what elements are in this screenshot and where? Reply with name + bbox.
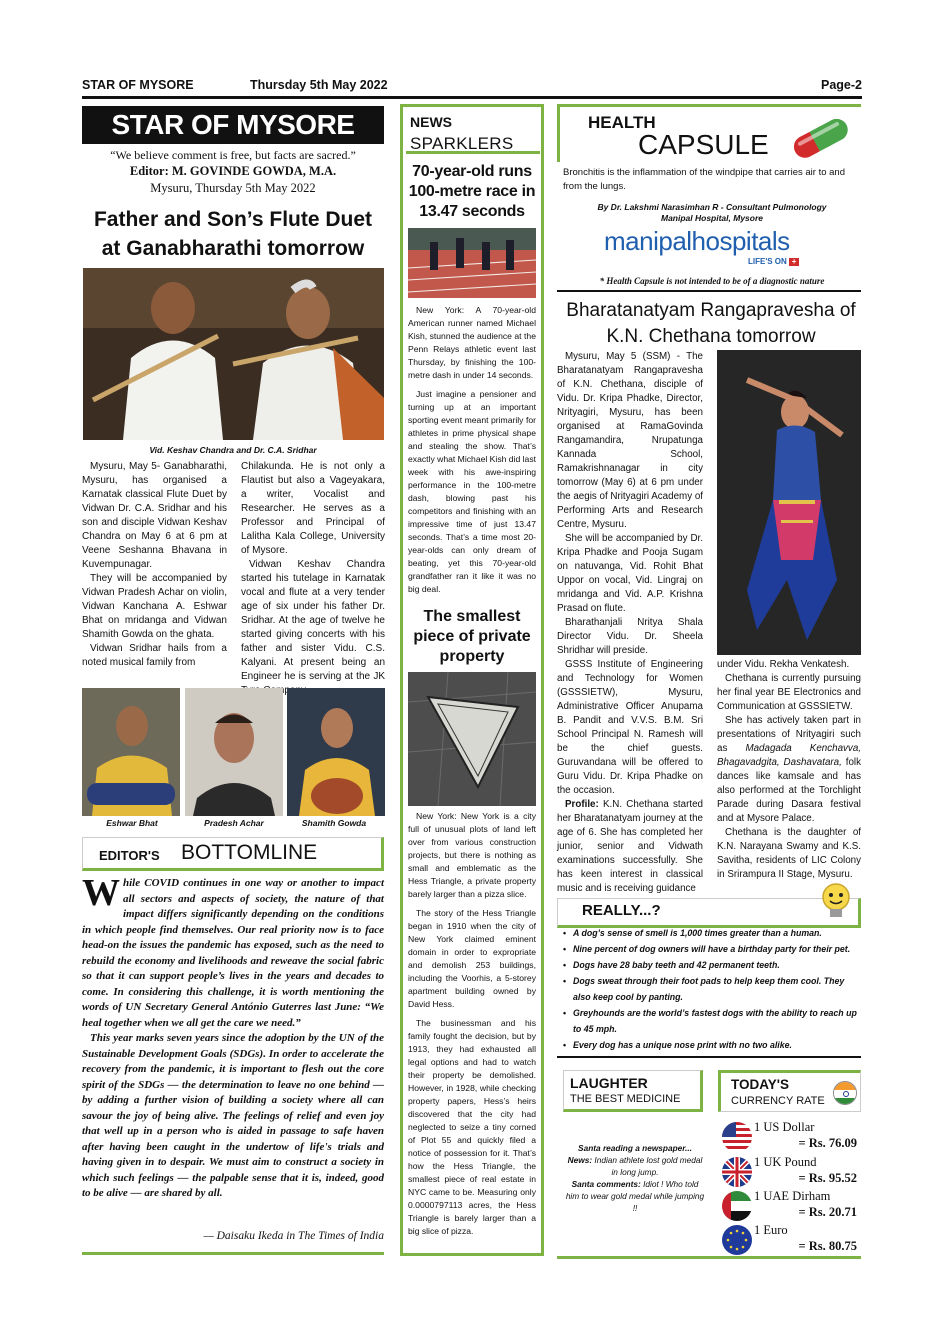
dropcap: W — [82, 872, 120, 914]
sparkler-para: New York: A 70-year-old American runner named Michael Kish, stunned the audience at the Penn Relays athletic event last Thursday, by finishing the 100-metre dash in under 14 seconds. — [408, 305, 536, 380]
health-rule — [557, 290, 861, 292]
currency-unit: 1 UAE Dirham — [754, 1189, 831, 1203]
really-fact-list — [563, 925, 863, 1053]
currency-label-light: CURRENCY RATE — [731, 1095, 825, 1107]
flute-duet-photo — [83, 268, 384, 440]
really-rule — [557, 1056, 861, 1058]
laughter-joke — [565, 1142, 705, 1214]
bottom-rule-right — [557, 1256, 861, 1259]
fact-item: • Greyhounds are the world’s fastest dogs with the ability to reach up to 45 mph. — [563, 1005, 863, 1037]
dance-para: under Vidu. Rekha Venkatesh. — [717, 659, 850, 670]
header-date: Thursday 5th May 2022 — [250, 78, 388, 92]
flute-column-2 — [241, 460, 385, 698]
flute-photo-caption: Vid. Keshav Chandra and Dr. C.A. Sridhar — [149, 445, 317, 455]
dance-para: Chethana is the daughter of K.N. Narayana Swamy and K.S. Savitha, residents of LIC Colony in Srirampura II Stage, Mysuru. — [717, 827, 861, 880]
bottomline-rule — [82, 1252, 384, 1255]
shamith-gowda-photo — [287, 688, 385, 816]
manipal-logo: manipalhospitals — [604, 226, 790, 256]
eshwar-bhat-photo — [82, 688, 180, 816]
lightbulb-icon — [816, 880, 856, 922]
sparkler-para: The story of the Hess Triangle began in 1910 when the city of New York claimed eminent domain in order to expropriate and demolish 253 buildings, including the Voorhis, a 5-storey apartment building owned by David Hess. — [408, 908, 536, 1009]
pill-capsule-icon — [783, 110, 863, 162]
header-rule — [82, 96, 862, 99]
sparkler-2-headline: The smallest piece of private property — [413, 608, 531, 665]
bottomline-label-bold: EDITOR'S — [99, 848, 160, 863]
sparkler-1-text — [408, 304, 536, 596]
manipal-tagline: LIFE'S ON — [748, 257, 787, 266]
currency-row-aed — [720, 1189, 861, 1225]
bottomline-box — [82, 837, 384, 871]
health-label-bold: HEALTH — [588, 113, 656, 132]
currency-unit: 1 US Dollar — [754, 1120, 815, 1134]
masthead-editor: Editor: M. GOVINDE GOWDA, M.A. — [129, 164, 337, 178]
health-label-light: CAPSULE — [638, 129, 769, 160]
currency-row-gbp — [720, 1155, 861, 1191]
joke-comment-label: Santa comments: — [571, 1179, 641, 1189]
eu-flag-icon — [722, 1225, 752, 1255]
dance-para: Mysuru, May 5 (SSM) - The Bharatanatyam Rangapravesha of K.N. Chethana, disciple of Vidu. Dr. Kripa Phadke, Director, Nrityagiri, Mysuru, has been organised at RamaGovinda Rangamandira, Nrupatunga Kannada School, Ramakrishnanagar in city tomorrow (May 6) at 6 pm under the aegis of Nrityagiri Academy of Performing Arts and Research Centre, Mysuru. — [557, 351, 703, 530]
dance-para: GSSS Institute of Engineering and Technology for Women (GSSSIETW), Mysuru, Administrative Officer Anupama B. Pandit and V.V.S. B.M. Sri School Principal N. Ramesh will be the chief guests. Guruvandana will be offered to Guru Vidu. Dr. Kripa Phadke on the occasion. — [557, 659, 703, 796]
dance-column-2 — [717, 658, 861, 882]
health-byline-1: By Dr. Lakshmi Narasimhan R - Consultant Pulmonology — [597, 202, 827, 212]
masthead-motto: “We believe comment is free, but facts are sacred.” — [110, 148, 356, 162]
editorial-attribution: — Daisaku Ikeda in The Times of India — [203, 1230, 384, 1242]
uk-flag-icon — [722, 1157, 752, 1187]
fact-item: • Every dog has a unique nose print with no two alike. — [563, 1037, 863, 1053]
currency-label-bold: TODAY'S — [731, 1077, 789, 1092]
joke-news-text: Indian athlete lost gold medal in long jump. — [594, 1155, 703, 1177]
dance-para — [557, 798, 703, 896]
flute-para: Vidwan Keshav Chandra started his tutelage in Karnatak vocal and flute at a very tender age of six under his father Dr. Sridhar. At the age of twelve he started giving concerts with his father and sister Vidu. C.S. Kalyani. At present being an Engineer he is serving at the JK Company. — [241, 559, 385, 696]
health-text: Bronchitis is the inflammation of the windpipe that carries air to and from the lungs. — [563, 167, 845, 192]
red-cross-icon: + — [789, 258, 799, 266]
manipal-logo-tag — [748, 257, 799, 266]
editorial-para-2: This year marks seven years since the adoption by the UN of the Sustainable Development Goals (SDGs). In order to accelerate the recovery from the pandemic, it is important to flesh out the core spirit of the SDGs — the determination to leave no one behind — by adding a further vision of building a society where all can savour the joy of being alive. The feelings of relief and even joy that well up in a person who is aided in passage to safe haven after having been caught in the undertow of life's trials and having given in to despair. We must aim to construct a society in which such feelings — the palpable sense that it is, indeed, good to be alive — are shared by all. — [82, 1032, 384, 1199]
sparkler-para: Just imagine a pensioner and turning up at an important sporting event meant primarily for athletes in prime physical shape and stealing the show. That’s exactly what Michael Kish did last week with his awe-inspiring performance in the 100-metre dash, blowing past his competitors and finishing with an impressive time of just 13.47 seconds. That’s a time most 20-year-olds can only dream of beating, yet this 70-year-old grandfather ran it like it was no big deal. — [408, 389, 537, 594]
dance-headline: Bharatanatyam Rangapravesha of K.N. Chethana tomorrow — [566, 300, 856, 347]
runner-race-photo — [408, 228, 536, 298]
page-header — [82, 78, 862, 96]
laughter-box — [563, 1070, 703, 1112]
dance-para: She will be accompanied by Dr. Kripa Phadke and Pooja Sugam on natuvanga, Vid. Rohit Bhat Uppor on vocal, Vid. Lingraj on mridanga and Vid. A.P. Krishna Prasad on flute. — [557, 533, 703, 614]
masthead-dateline: Mysuru, Thursday 5th May 2022 — [150, 181, 316, 195]
laughter-label-bold: LAUGHTER — [570, 1075, 648, 1091]
joke-news-label: News: — [567, 1155, 593, 1165]
fact-item: • Nine percent of dog owners will have a birthday party for their pet. — [563, 941, 863, 957]
dance-italic-text: Madagada Kenchavva, Bhagavadgita, Dashavatara, — [717, 743, 861, 768]
fact-item: • Dogs sweat through their foot pads to help keep them cool. They also keep cool by panting. — [563, 973, 863, 1005]
musician-caption: Pradesh Achar — [204, 818, 264, 828]
bottomline-editorial — [82, 872, 384, 1202]
dance-text: folk dances like kamsale and has also performed at the Torchlight Parade during Dasara festival and at Mysore Palace. — [717, 757, 861, 824]
masthead-title: STAR OF MYSORE — [82, 106, 384, 144]
dance-para — [717, 714, 861, 826]
flute-para: They will be accompanied by Vidwan Pradesh Achar on violin, Vidwan Kanchana A. Eshwar Bhat on mridanga and Vidwan Shamith Gowda on the ghata. — [82, 573, 227, 640]
dancer-photo — [717, 350, 861, 655]
joke-line-1: Santa reading a newspaper... — [578, 1143, 692, 1153]
laughter-label-light: THE BEST MEDICINE — [570, 1093, 681, 1105]
currency-value: = Rs. 76.09 — [798, 1136, 857, 1150]
sparkler-para: New York: New York is a city full of unusual plots of land left over from various construction projects, but there is nothing as small and emblematic as the Hess Triangle, a private property barely larger than a pizza slice. — [408, 811, 536, 899]
profile-label: Profile: — [565, 799, 599, 810]
sparklers-label-bold: NEWS — [410, 114, 452, 130]
currency-value: = Rs. 20.71 — [798, 1205, 857, 1219]
currency-box — [718, 1070, 861, 1112]
india-flag-icon — [833, 1081, 857, 1105]
header-paper-name: STAR OF MYSORE — [82, 78, 194, 92]
musician-caption: Eshwar Bhat — [106, 818, 158, 828]
currency-row-eur — [720, 1223, 861, 1259]
flute-headline: Father and Son’s Flute Duet at Ganabharathi tomorrow — [93, 208, 373, 260]
joke-comment-text: Idiot ! Who told him to wear gold medal while jumping !! — [565, 1179, 705, 1213]
fact-item: • Dogs have 28 baby teeth and 42 permanent teeth. — [563, 957, 863, 973]
dance-text: She has actively taken part in presentations of Nrityagiri such as — [717, 715, 861, 754]
dance-para: Bharathanjali Nritya Shala Director Vidu. Dr. Sheela Shridhar will preside. — [557, 617, 703, 656]
health-disclaimer: * Health Capsule is not intended to be of a diagnostic nature — [599, 276, 825, 286]
sparkler-2-text — [408, 810, 536, 1238]
currency-value: = Rs. 95.52 — [798, 1171, 857, 1185]
sparkler-para: The businessman and his family fought the decision, but by 1913, they had exhausted all legal options and had to watch their property be demolished. However, in 1928, while checking property papers, Hess’s heirs discovered that the city had neglected to seize a tiny corned of Plot 55 and quickly filed a notice of possession for it. That’s how the Hess Triangle, the smallest piece of real estate in NYC came to be. Measuring only 0.0000797113 acres, the Hess Triangle is barely larger than a big slice of pizza. — [408, 1018, 536, 1236]
hess-triangle-photo — [408, 672, 536, 806]
flute-para: Vidwan Sridhar hails from a noted musical family from — [82, 643, 227, 668]
currency-unit: 1 UK Pound — [754, 1155, 817, 1169]
editorial-para-1: hile COVID continues in one way or another to impact all sectors and aspects of society, the nature of that impact differs significantly depending on the conditions in which people find themselves. Our real priority now is to face head-on the issues the pandemic has exposed, such as the need to rebuild the economy and livelihoods and reweave the social fabric so that it can support people’s lives in the years and decades to come. In considering this challenge, it is worth mentioning the words of UN Secretary General António Guterres last June: “We heal together when we all get the care we need.” — [82, 877, 384, 1029]
really-label: REALLY...? — [582, 902, 661, 919]
musician-caption: Shamith Gowda — [301, 818, 367, 828]
pradesh-achar-photo — [185, 688, 283, 816]
profile-text: K.N. Chethana started her Bharatanatyam journey at the age of 6. She has completed her junior, senior and Vidwath examinations successfully. She has keen interest in classical music and is receiving guidance — [557, 799, 703, 894]
flute-para: Mysuru, May 5- Ganabharathi, Mysuru, has organised a Karnatak classical Flute Duet by Vidwan Dr. C.A. Sridhar and his son and disciple Vidwan Keshav Chandra on May 6 at 6 pm at Veene Seshanna Bhavana in Kuvempunagar. — [82, 461, 227, 570]
fact-item: • A dog’s sense of smell is 1,000 times greater than a human. — [563, 925, 863, 941]
dance-para: Chethana is currently pursuing her final year BE Electronics and Communication at GSSSIETW. — [717, 673, 861, 712]
bottomline-label-light: BOTTOMLINE — [181, 841, 318, 864]
health-byline-2: Manipal Hospital, Mysore — [660, 213, 764, 223]
flute-column-1 — [82, 460, 227, 670]
sparklers-box — [406, 108, 540, 154]
uae-flag-icon — [722, 1191, 752, 1221]
sparklers-label-light: SPARKLERS — [410, 134, 514, 153]
header-page-number: Page-2 — [821, 78, 862, 92]
currency-value: = Rs. 80.75 — [798, 1239, 857, 1253]
dance-column-1 — [557, 350, 703, 896]
currency-unit: 1 Euro — [754, 1223, 788, 1237]
flute-para: Chilakunda. He is not only a Flautist but also a Vageyakara, a writer, Vocalist and Researcher. He serves as a Professor and Principal of Lalitha Kala College, University of Mysore. — [241, 461, 385, 556]
us-flag-icon — [722, 1122, 752, 1152]
currency-row-usd — [720, 1120, 861, 1156]
sparkler-1-headline: 70-year-old runs 100-metre race in 13.47 seconds — [408, 163, 536, 220]
